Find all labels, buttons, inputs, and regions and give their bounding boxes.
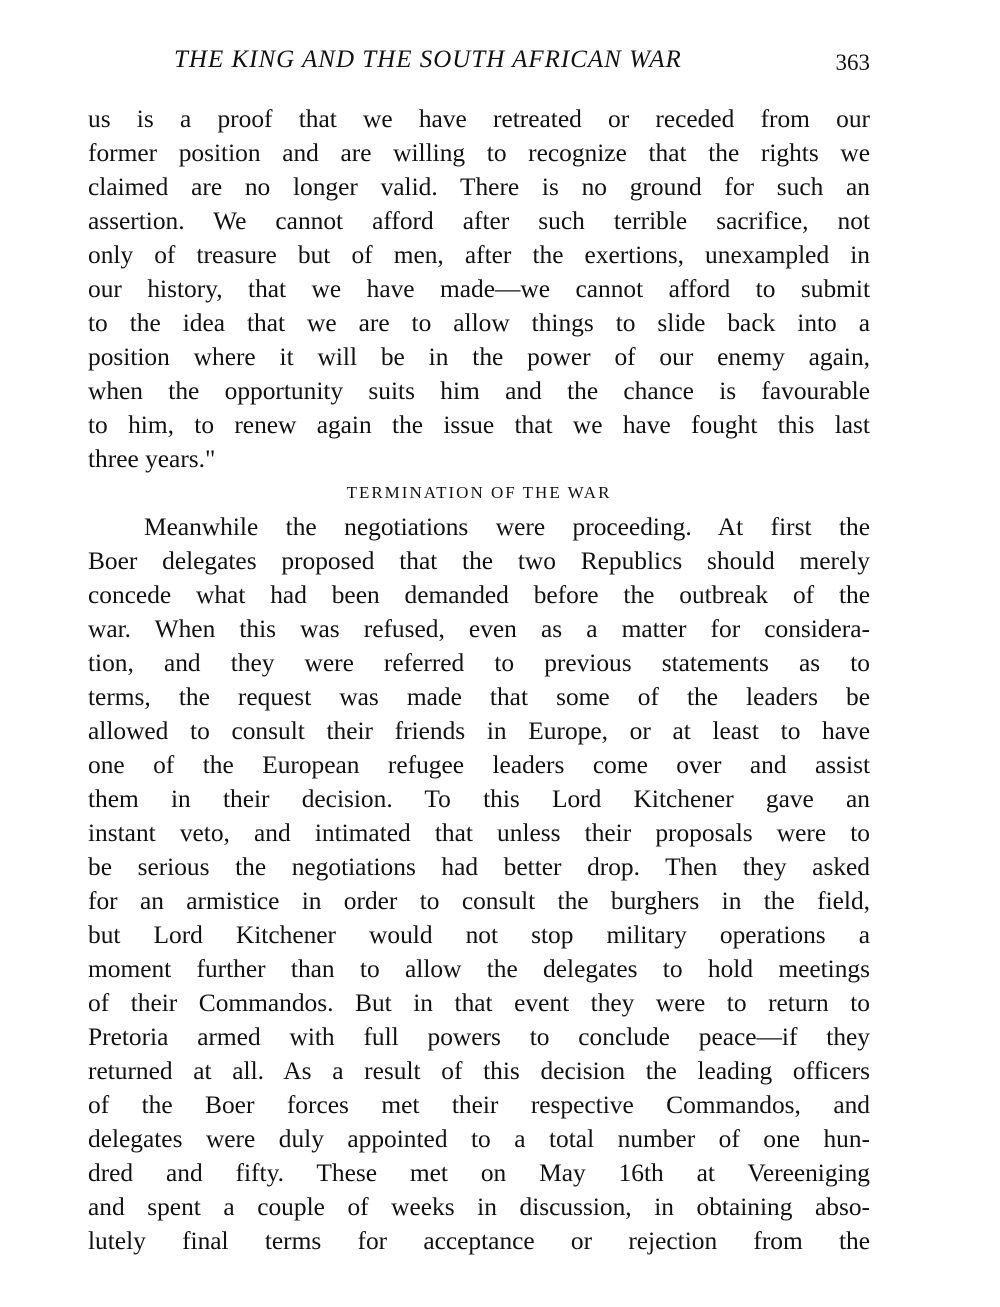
text-line: returned at all. As a result of this decision the leading officers <box>88 1057 870 1085</box>
text-line: our history, that we have made—we cannot afford to submit <box>88 275 870 303</box>
text-line: and spent a couple of weeks in discussion, in obtaining abso- <box>88 1193 870 1221</box>
text-line: terms, the request was made that some of the leaders be <box>88 683 870 711</box>
body-text <box>88 102 870 1258</box>
paragraph-2 <box>88 510 870 1258</box>
text-line: assertion. We cannot afford after such terrible sacrifice, not <box>88 207 870 235</box>
text-line: claimed are no longer valid. There is no ground for such an <box>88 173 870 201</box>
text-line: them in their decision. To this Lord Kitchener gave an <box>88 785 870 813</box>
text-line: of the Boer forces met their respective Commandos, and <box>88 1091 870 1119</box>
text-line: lutely final terms for acceptance or rejection from the <box>88 1227 870 1255</box>
text-line: tion, and they were referred to previous statements as to <box>88 649 870 677</box>
text-line: Pretoria armed with full powers to conclude peace—if they <box>88 1023 870 1051</box>
text-line: for an armistice in order to consult the burghers in the field, <box>88 887 870 915</box>
text-line: delegates were duly appointed to a total number of one hun- <box>88 1125 870 1153</box>
text-line: three years." <box>88 445 216 473</box>
running-head <box>88 46 870 80</box>
text-line: Meanwhile the negotiations were proceeding. At first the <box>144 513 870 541</box>
text-line: moment further than to allow the delegates to hold meetings <box>88 955 870 983</box>
page-number: 363 <box>835 50 870 75</box>
text-line: Boer delegates proposed that the two Republics should merely <box>88 547 870 575</box>
text-line: dred and fifty. These met on May 16th at Vereeniging <box>88 1159 870 1187</box>
text-line: of their Commandos. But in that event they were to return to <box>88 989 870 1017</box>
text-line: to the idea that we are to allow things to slide back into a <box>88 309 870 337</box>
text-line: to him, to renew again the issue that we have fought this last <box>88 411 870 439</box>
text-line: allowed to consult their friends in Europe, or at least to have <box>88 717 870 745</box>
text-line: one of the European refugee leaders come over and assist <box>88 751 870 779</box>
running-title: THE KING AND THE SOUTH AFRICAN WAR <box>174 46 682 73</box>
text-line: be serious the negotiations had better drop. Then they asked <box>88 853 870 881</box>
text-line: only of treasure but of men, after the exertions, unexampled in <box>88 241 870 269</box>
section-heading: TERMINATION OF THE WAR <box>346 483 612 502</box>
paragraph-1 <box>88 102 870 476</box>
text-line: position where it will be in the power of our enemy again, <box>88 343 870 371</box>
text-line: but Lord Kitchener would not stop military operations a <box>88 921 870 949</box>
text-line: instant veto, and intimated that unless their proposals were to <box>88 819 870 847</box>
text-line: war. When this was refused, even as a matter for considera- <box>88 615 870 643</box>
text-line: former position and are willing to recognize that the rights we <box>88 139 870 167</box>
text-line: when the opportunity suits him and the chance is favourable <box>88 377 870 405</box>
text-line: us is a proof that we have retreated or receded from our <box>88 105 870 133</box>
text-line: concede what had been demanded before the outbreak of the <box>88 581 870 609</box>
